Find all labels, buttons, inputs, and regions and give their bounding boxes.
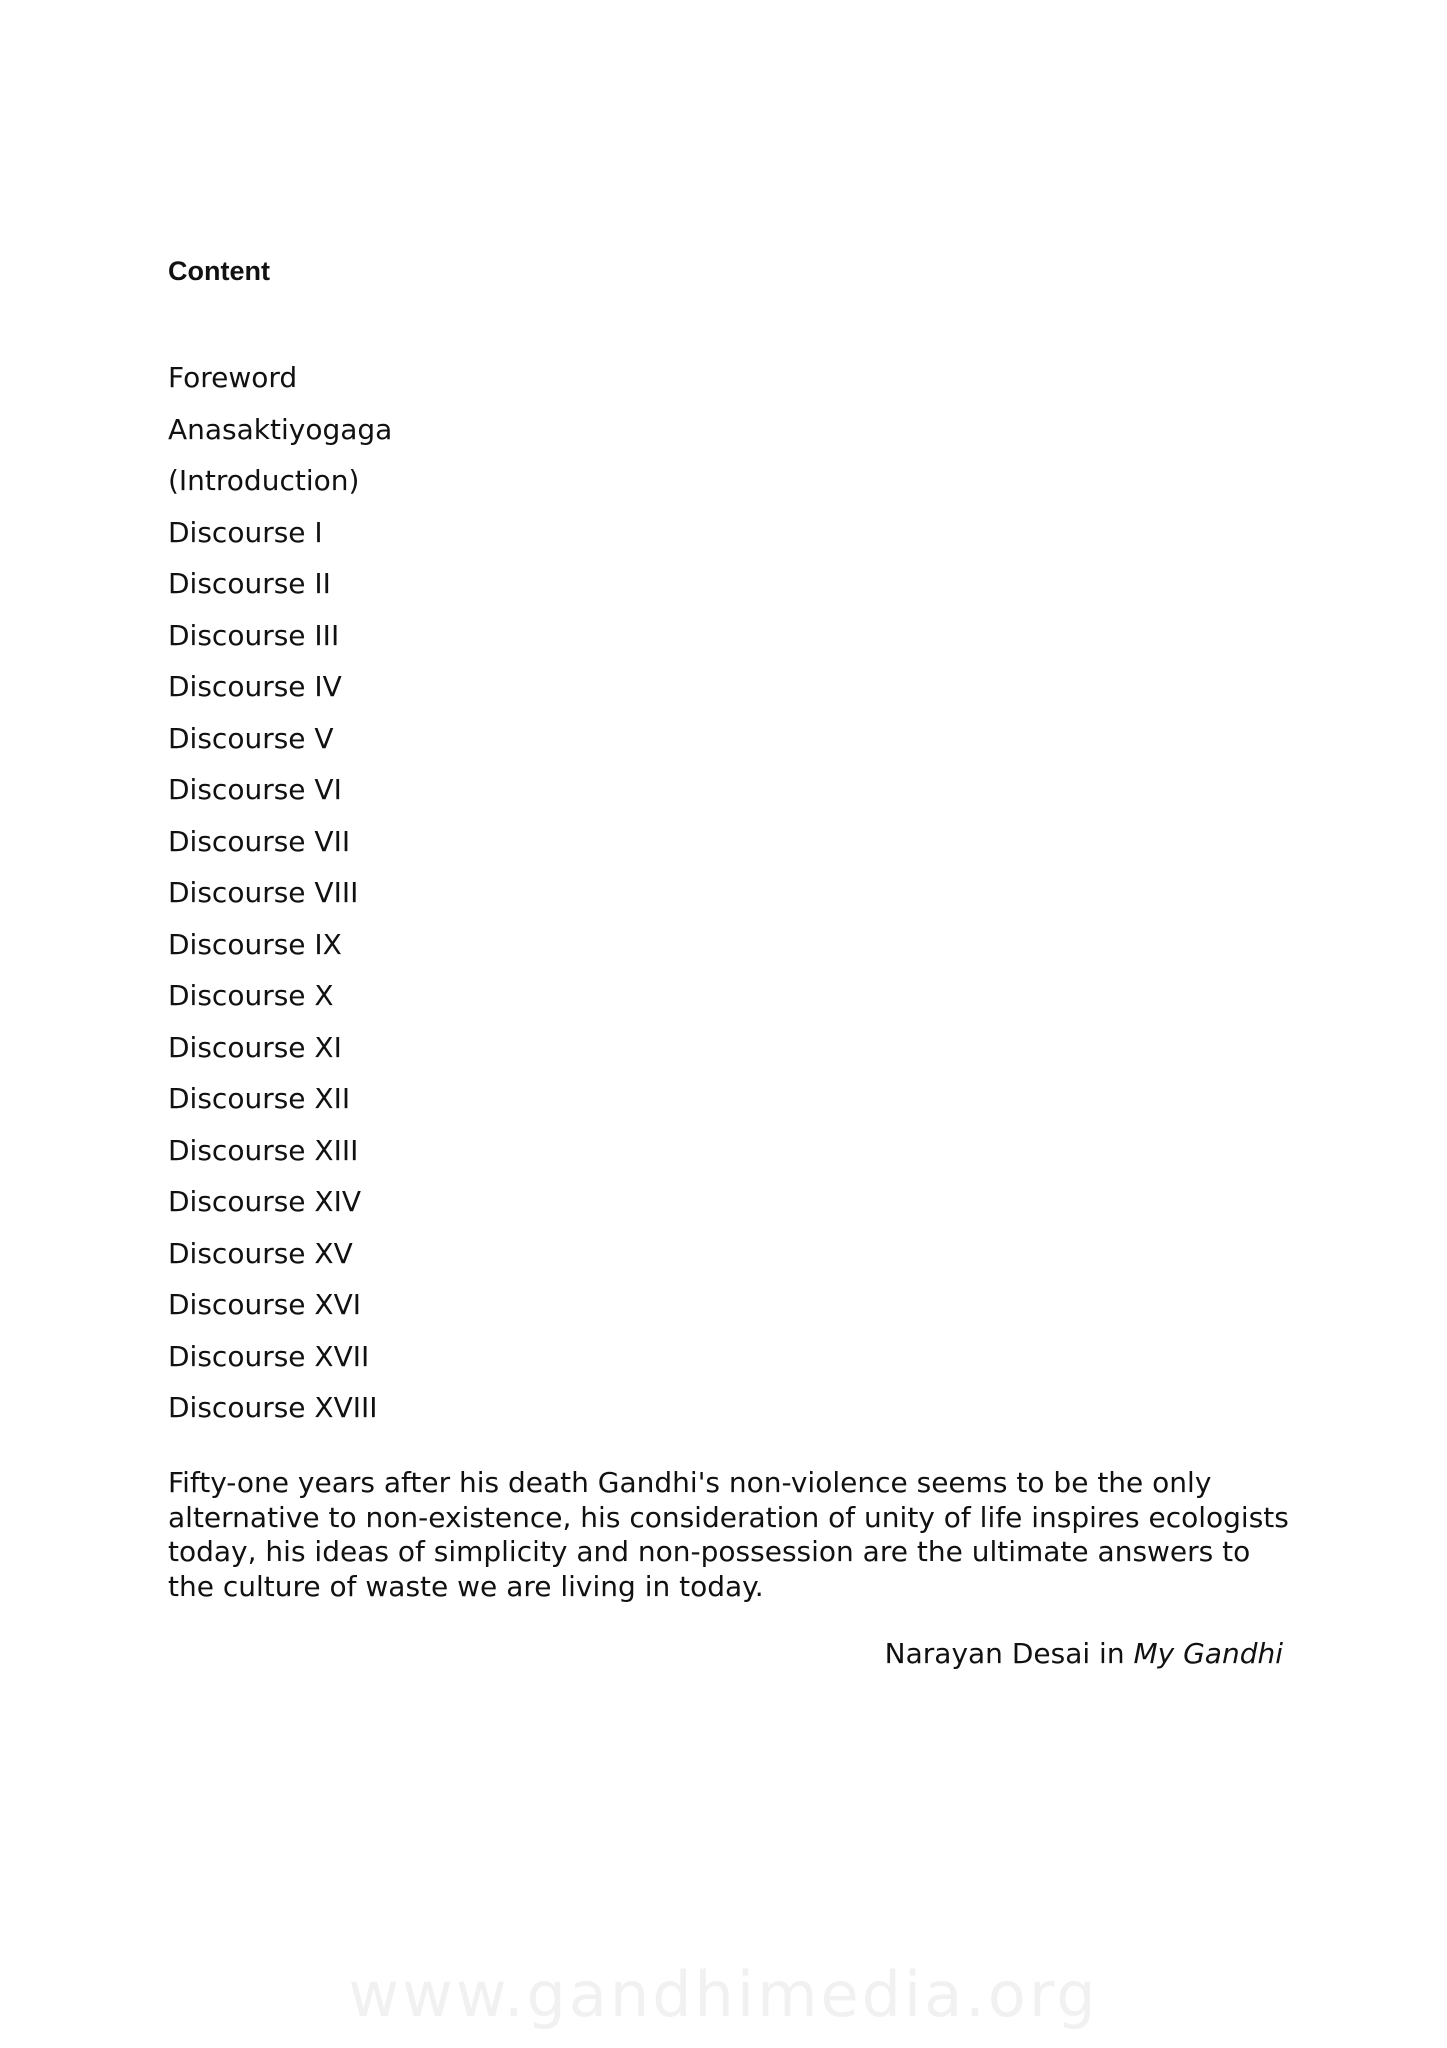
toc-item-discourse-3: Discourse III (168, 618, 340, 652)
toc-item-anasaktiyoga: Anasaktiyogaga (168, 412, 393, 446)
toc-item-discourse-6: Discourse VI (168, 773, 342, 806)
toc-item-discourse-5: Discourse V (168, 721, 334, 755)
toc-item-discourse-11: Discourse XI (168, 1030, 342, 1064)
page-title: Content (168, 256, 270, 286)
toc-item-discourse-15: Discourse XV (168, 1236, 353, 1270)
toc-item-discourse-16: Discourse XVI (168, 1288, 362, 1321)
toc-item-discourse-9: Discourse IX (168, 927, 342, 961)
toc-item-discourse-2: Discourse II (168, 567, 331, 600)
watermark: www.gandhimedia.org (348, 1958, 1099, 2031)
toc-item-discourse-13: Discourse XIII (168, 1133, 359, 1167)
toc-item-foreword: Foreword (168, 361, 298, 394)
epigraph-quote: Fifty-one years after his death Gandhi's non-violence seems to be the only alternative to non-existence, his consideration of unity of life inspires ecologists today, his ideas of simplicity and non-possession are the ultimate answers to the culture of waste we are living in today. (168, 1466, 1289, 1603)
toc-item-discourse-1: Discourse I (168, 515, 323, 549)
toc-item-discourse-17: Discourse XVII (168, 1339, 370, 1373)
attribution-work-title: My Gandhi (1133, 1637, 1283, 1670)
toc-item-discourse-4: Discourse IV (168, 670, 342, 703)
table-of-contents (168, 352, 392, 1434)
toc-item-discourse-7: Discourse VII (168, 824, 351, 858)
toc-item-discourse-8: Discourse VIII (168, 876, 359, 909)
attribution-author: Narayan Desai in (884, 1637, 1134, 1670)
toc-item-discourse-18: Discourse XVIII (168, 1391, 378, 1424)
toc-item-discourse-14: Discourse XIV (168, 1185, 362, 1218)
quote-attribution (885, 1636, 1283, 1672)
toc-item-discourse-12: Discourse XII (168, 1082, 351, 1115)
toc-item-discourse-10: Discourse X (168, 979, 334, 1012)
toc-item-introduction: (Introduction) (168, 464, 360, 497)
